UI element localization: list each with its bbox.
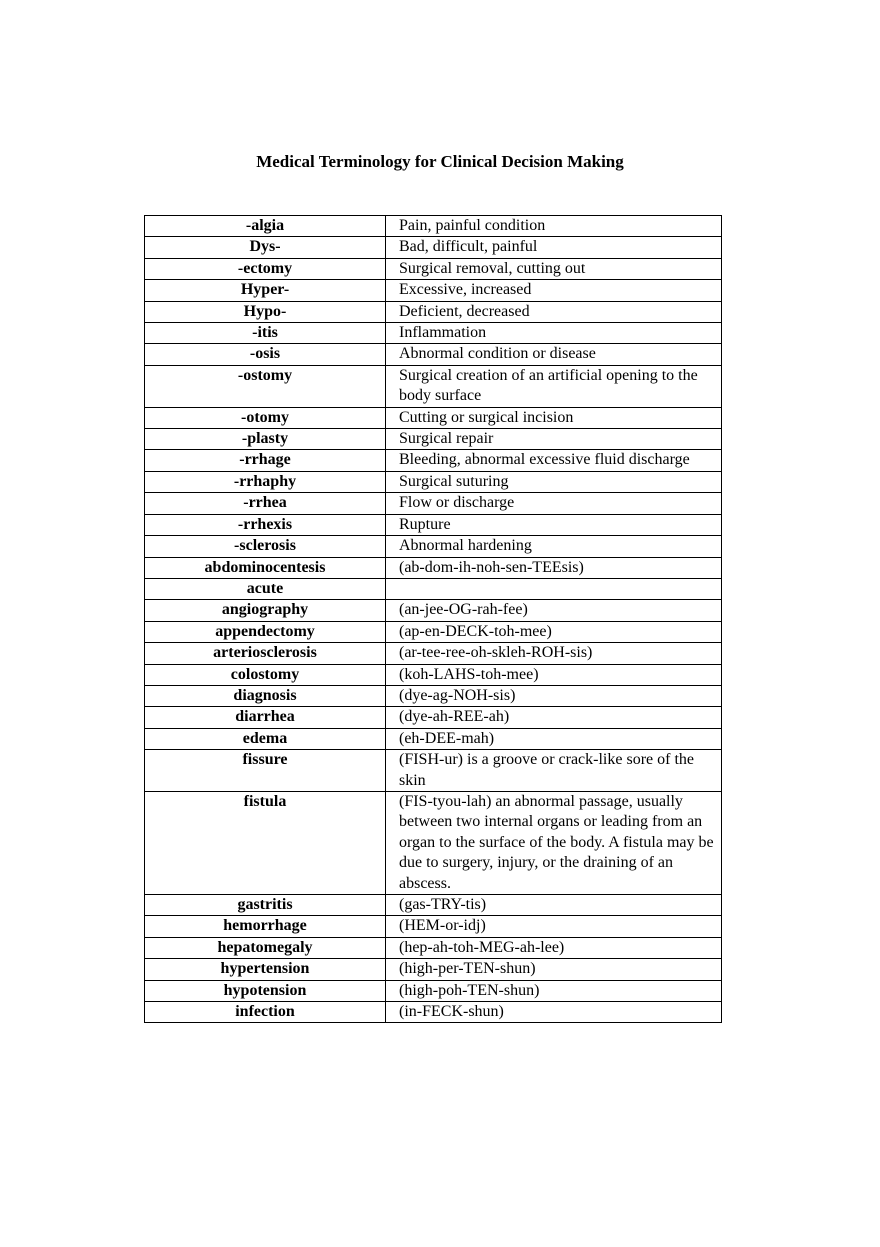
- term-cell: angiography: [145, 600, 386, 621]
- definition-cell: (ar-tee-ree-oh-skleh-ROH-sis): [386, 643, 722, 664]
- table-row: [145, 557, 722, 578]
- definition-cell: (HEM-or-idj): [386, 916, 722, 937]
- table-row: [145, 258, 722, 279]
- table-row: [145, 407, 722, 428]
- definition-cell: (high-poh-TEN-shun): [386, 980, 722, 1001]
- term-cell: arteriosclerosis: [145, 643, 386, 664]
- table-row: [145, 344, 722, 365]
- term-cell: diarrhea: [145, 707, 386, 728]
- term-cell: fistula: [145, 791, 386, 894]
- definition-cell: Bad, difficult, painful: [386, 237, 722, 258]
- definition-cell: (dye-ag-NOH-sis): [386, 685, 722, 706]
- table-row: [145, 937, 722, 958]
- table-row: [145, 237, 722, 258]
- table-row: [145, 916, 722, 937]
- table-row: [145, 600, 722, 621]
- definition-cell: (FISH-ur) is a groove or crack-like sore of the skin: [386, 750, 722, 792]
- term-cell: Dys-: [145, 237, 386, 258]
- definition-cell: Rupture: [386, 514, 722, 535]
- table-row: [145, 643, 722, 664]
- definition-cell: (high-per-TEN-shun): [386, 959, 722, 980]
- term-cell: -rrhage: [145, 450, 386, 471]
- table-row: [145, 959, 722, 980]
- table-row: [145, 536, 722, 557]
- term-cell: acute: [145, 578, 386, 599]
- definition-cell: Surgical removal, cutting out: [386, 258, 722, 279]
- definition-cell: (dye-ah-REE-ah): [386, 707, 722, 728]
- term-cell: colostomy: [145, 664, 386, 685]
- table-row: [145, 791, 722, 894]
- table-row: [145, 578, 722, 599]
- table-row: [145, 980, 722, 1001]
- definition-cell: (gas-TRY-tis): [386, 895, 722, 916]
- term-cell: gastritis: [145, 895, 386, 916]
- definition-cell: Inflammation: [386, 323, 722, 344]
- term-cell: -itis: [145, 323, 386, 344]
- term-cell: -plasty: [145, 429, 386, 450]
- definition-cell: Cutting or surgical incision: [386, 407, 722, 428]
- term-cell: hypertension: [145, 959, 386, 980]
- definition-cell: Pain, painful condition: [386, 216, 722, 237]
- term-cell: -otomy: [145, 407, 386, 428]
- terminology-table: [144, 215, 722, 1023]
- term-cell: hepatomegaly: [145, 937, 386, 958]
- term-cell: -sclerosis: [145, 536, 386, 557]
- definition-cell: [386, 578, 722, 599]
- table-row: [145, 621, 722, 642]
- table-row: [145, 707, 722, 728]
- term-cell: edema: [145, 728, 386, 749]
- table-row: [145, 728, 722, 749]
- term-cell: abdominocentesis: [145, 557, 386, 578]
- table-row: [145, 216, 722, 237]
- term-cell: diagnosis: [145, 685, 386, 706]
- definition-cell: Surgical creation of an artificial opening to the body surface: [386, 365, 722, 407]
- term-cell: Hypo-: [145, 301, 386, 322]
- terminology-table-body: [145, 216, 722, 1023]
- table-row: [145, 301, 722, 322]
- definition-cell: Deficient, decreased: [386, 301, 722, 322]
- definition-cell: (FIS-tyou-lah) an abnormal passage, usually between two internal organs or leading from an organ to the surface of the body. A fistula may be due to surgery, injury, or the draining of an abscess.: [386, 791, 722, 894]
- table-row: [145, 450, 722, 471]
- definition-cell: Flow or discharge: [386, 493, 722, 514]
- table-row: [145, 895, 722, 916]
- term-cell: appendectomy: [145, 621, 386, 642]
- definition-cell: (an-jee-OG-rah-fee): [386, 600, 722, 621]
- term-cell: -ostomy: [145, 365, 386, 407]
- table-row: [145, 429, 722, 450]
- term-cell: -rrhea: [145, 493, 386, 514]
- definition-cell: Bleeding, abnormal excessive fluid discharge: [386, 450, 722, 471]
- table-row: [145, 365, 722, 407]
- definition-cell: (hep-ah-toh-MEG-ah-lee): [386, 937, 722, 958]
- table-row: [145, 471, 722, 492]
- table-row: [145, 323, 722, 344]
- term-cell: hemorrhage: [145, 916, 386, 937]
- term-cell: -rrhexis: [145, 514, 386, 535]
- term-cell: fissure: [145, 750, 386, 792]
- table-row: [145, 750, 722, 792]
- table-row: [145, 493, 722, 514]
- definition-cell: (koh-LAHS-toh-mee): [386, 664, 722, 685]
- table-row: [145, 280, 722, 301]
- table-row: [145, 514, 722, 535]
- term-cell: Hyper-: [145, 280, 386, 301]
- definition-cell: Abnormal hardening: [386, 536, 722, 557]
- term-cell: -osis: [145, 344, 386, 365]
- page-title: Medical Terminology for Clinical Decision Making: [256, 152, 624, 171]
- term-cell: hypotension: [145, 980, 386, 1001]
- definition-cell: (eh-DEE-mah): [386, 728, 722, 749]
- table-row: [145, 1002, 722, 1023]
- table-row: [145, 685, 722, 706]
- term-cell: -rrhaphy: [145, 471, 386, 492]
- term-cell: -algia: [145, 216, 386, 237]
- definition-cell: Surgical suturing: [386, 471, 722, 492]
- term-cell: -ectomy: [145, 258, 386, 279]
- definition-cell: (ap-en-DECK-toh-mee): [386, 621, 722, 642]
- definition-cell: Excessive, increased: [386, 280, 722, 301]
- definition-cell: (in-FECK-shun): [386, 1002, 722, 1023]
- definition-cell: Surgical repair: [386, 429, 722, 450]
- definition-cell: (ab-dom-ih-noh-sen-TEEsis): [386, 557, 722, 578]
- definition-cell: Abnormal condition or disease: [386, 344, 722, 365]
- table-row: [145, 664, 722, 685]
- term-cell: infection: [145, 1002, 386, 1023]
